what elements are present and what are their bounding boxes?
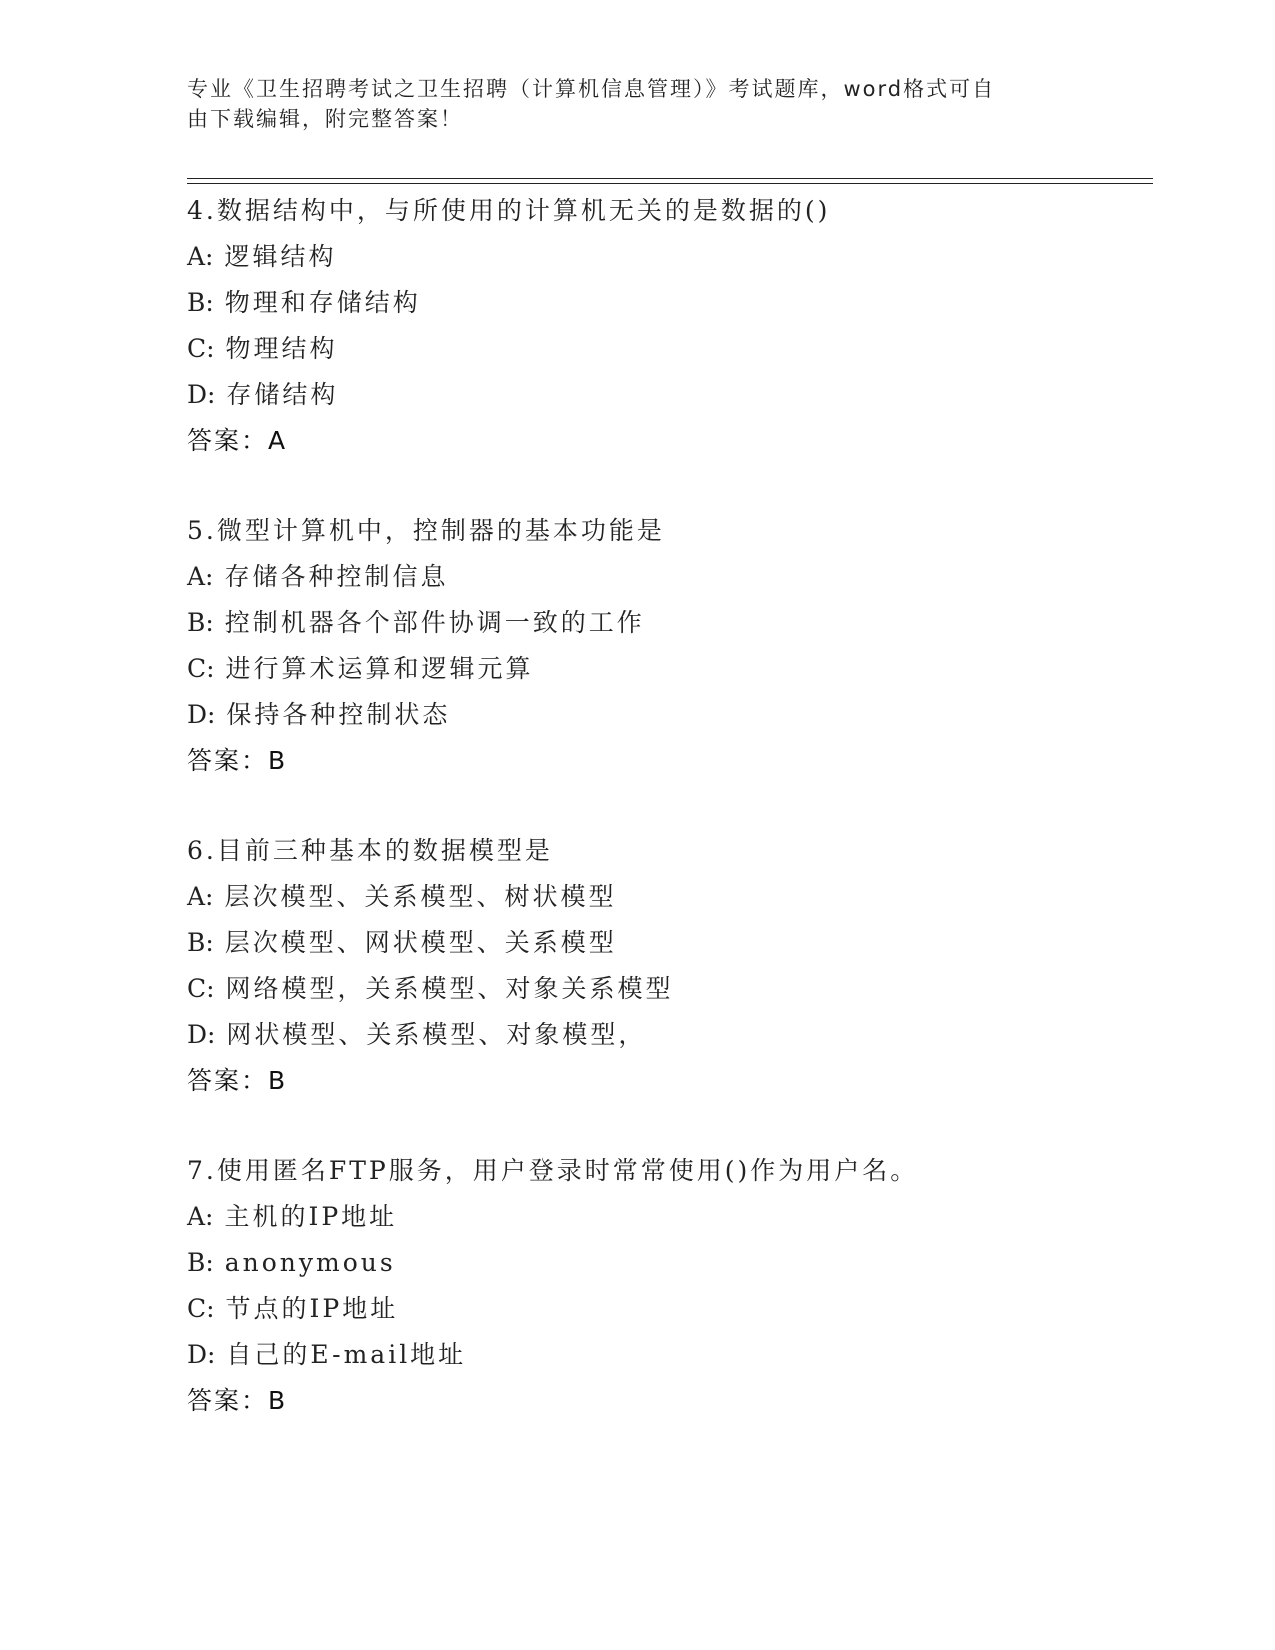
option-text: 自己的E-mail地址 <box>226 1340 467 1369</box>
option-d <box>187 1012 1147 1058</box>
option-d <box>187 1332 1147 1378</box>
option-c <box>187 646 1147 692</box>
option-text: 网状模型、关系模型、对象模型， <box>226 1020 647 1049</box>
option-text: 层次模型、网状模型、关系模型 <box>224 928 617 957</box>
header-line-1: 专业《卫生招聘考试之卫生招聘（计算机信息管理）》考试题库，word格式可自 <box>187 77 996 101</box>
option-letter: B: <box>187 608 214 637</box>
question-stem: 5.微型计算机中，控制器的基本功能是 <box>187 516 665 545</box>
option-text: 逻辑结构 <box>224 242 337 271</box>
option-text: 存储结构 <box>226 380 339 409</box>
option-letter: A: <box>187 242 214 271</box>
answer-line: 答案：B <box>187 1386 288 1415</box>
option-letter: A: <box>187 1202 214 1231</box>
option-a <box>187 1194 1147 1240</box>
option-b <box>187 1240 1147 1286</box>
option-text: 节点的IP地址 <box>225 1294 399 1323</box>
option-d <box>187 692 1147 738</box>
option-letter: D: <box>187 1020 216 1049</box>
option-letter: B: <box>187 1248 214 1277</box>
answer-line: 答案：B <box>187 746 288 775</box>
option-b <box>187 920 1147 966</box>
option-c <box>187 966 1147 1012</box>
option-letter: C: <box>187 1294 215 1323</box>
option-letter: C: <box>187 654 215 683</box>
option-text: 进行算术运算和逻辑元算 <box>225 654 534 683</box>
question-block <box>187 828 1147 1104</box>
option-text: 保持各种控制状态 <box>226 700 451 729</box>
option-letter: C: <box>187 334 215 363</box>
option-text: 物理和存储结构 <box>224 288 421 317</box>
question-stem: 7.使用匿名FTP服务，用户登录时常常使用()作为用户名。 <box>187 1156 919 1185</box>
option-text: 物理结构 <box>225 334 338 363</box>
option-b <box>187 600 1147 646</box>
answer-line: 答案：B <box>187 1066 288 1095</box>
option-letter: D: <box>187 380 216 409</box>
question-block <box>187 508 1147 784</box>
option-letter: B: <box>187 288 214 317</box>
document-header <box>187 74 1067 134</box>
option-letter: B: <box>187 928 214 957</box>
option-b <box>187 280 1147 326</box>
question-stem: 4.数据结构中，与所使用的计算机无关的是数据的() <box>187 196 831 225</box>
question-block <box>187 1148 1147 1424</box>
option-text: 层次模型、关系模型、树状模型 <box>224 882 617 911</box>
header-divider-top <box>187 178 1153 179</box>
option-letter: D: <box>187 700 216 729</box>
header-line-2: 由下载编辑，附完整答案！ <box>187 107 463 131</box>
option-letter: A: <box>187 882 214 911</box>
option-text: 网络模型，关系模型、对象关系模型 <box>225 974 674 1003</box>
option-text: anonymous <box>224 1248 396 1277</box>
option-letter: C: <box>187 974 215 1003</box>
question-block <box>187 188 1147 464</box>
option-c <box>187 1286 1147 1332</box>
option-text: 主机的IP地址 <box>224 1202 398 1231</box>
option-text: 控制机器各个部件协调一致的工作 <box>224 608 645 637</box>
option-a <box>187 554 1147 600</box>
option-a <box>187 874 1147 920</box>
option-a <box>187 234 1147 280</box>
option-letter: A: <box>187 562 214 591</box>
question-stem: 6.目前三种基本的数据模型是 <box>187 836 553 865</box>
option-text: 存储各种控制信息 <box>224 562 449 591</box>
option-d <box>187 372 1147 418</box>
header-divider-bottom <box>187 183 1153 184</box>
option-letter: D: <box>187 1340 216 1369</box>
option-c <box>187 326 1147 372</box>
answer-line: 答案：A <box>187 426 288 455</box>
